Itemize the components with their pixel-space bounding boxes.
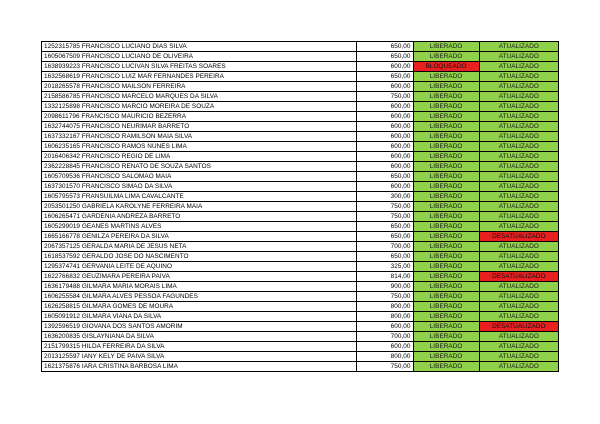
name-cell[interactable]: 1618537592 GERALDO JOSE DO NASCIMENTO xyxy=(42,252,357,262)
update-status-cell[interactable]: ATUALIZADO xyxy=(479,342,558,352)
release-status-cell[interactable]: LIBERADO xyxy=(413,292,479,302)
release-status-cell[interactable]: LIBERADO xyxy=(413,192,479,202)
update-status-cell[interactable]: ATUALIZADO xyxy=(479,202,558,212)
release-status-cell[interactable]: LIBERADO xyxy=(413,362,479,372)
table-row xyxy=(42,322,559,332)
name-cell[interactable]: 1636179488 GILMARA MARIA MORAIS LIMA xyxy=(42,282,357,292)
table-row xyxy=(42,312,559,322)
value-cell[interactable]: 600,00 xyxy=(357,162,414,172)
release-status-cell[interactable]: LIBERADO xyxy=(413,272,479,282)
spreadsheet xyxy=(41,41,559,372)
release-status-cell[interactable]: LIBERADO xyxy=(413,342,479,352)
table-row xyxy=(42,52,559,62)
release-status-cell[interactable]: LIBERADO xyxy=(413,152,479,162)
value-cell[interactable]: 650,00 xyxy=(357,72,414,82)
value-cell[interactable]: 650,00 xyxy=(357,172,414,182)
update-status-cell[interactable]: ATUALIZADO xyxy=(479,132,558,142)
table-row xyxy=(42,342,559,352)
update-status-cell[interactable]: ATUALIZADO xyxy=(479,262,558,272)
name-cell[interactable]: 1332125898 FRANCISCO MARCIO MOREIRA DE SOUZA xyxy=(42,102,357,112)
name-cell[interactable]: 1606255584 GILMARA ALVES PESSOA FAGUNDES xyxy=(42,292,357,302)
table-row xyxy=(42,152,559,162)
name-cell[interactable]: 2158586785 FRANCISCO MARCELO MARQUES DA SILVA xyxy=(42,92,357,102)
table-row xyxy=(42,362,559,372)
release-status-cell[interactable]: LIBERADO xyxy=(413,42,479,52)
value-cell[interactable]: 750,00 xyxy=(357,362,414,372)
update-status-cell[interactable]: ATUALIZADO xyxy=(479,142,558,152)
update-status-cell[interactable]: ATUALIZADO xyxy=(479,172,558,182)
value-cell[interactable]: 325,00 xyxy=(357,262,414,272)
name-cell[interactable]: 2151799315 HILDA FERREIRA DA SILVA xyxy=(42,342,357,352)
value-cell[interactable]: 600,00 xyxy=(357,122,414,132)
update-status-cell[interactable]: ATUALIZADO xyxy=(479,352,558,362)
update-status-cell[interactable]: ATUALIZADO xyxy=(479,92,558,102)
update-status-cell[interactable]: ATUALIZADO xyxy=(479,242,558,252)
value-cell[interactable]: 600,00 xyxy=(357,112,414,122)
table-row xyxy=(42,92,559,102)
update-status-cell[interactable]: ATUALIZADO xyxy=(479,182,558,192)
beneficiary-table xyxy=(41,41,559,372)
name-cell[interactable]: 2362228845 FRANCISCO RENATO DE SOUZA SANTOS xyxy=(42,162,357,172)
name-cell[interactable]: 1392596519 GIOVANA DOS SANTOS AMORIM xyxy=(42,322,357,332)
update-status-cell[interactable]: ATUALIZADO xyxy=(479,82,558,92)
release-status-cell[interactable]: LIBERADO xyxy=(413,82,479,92)
update-status-cell[interactable]: ATUALIZADO xyxy=(479,282,558,292)
name-cell[interactable]: 1295374741 GERVANIA LEITE DE AQUINO xyxy=(42,262,357,272)
release-status-cell[interactable]: LIBERADO xyxy=(413,112,479,122)
release-status-cell[interactable]: BLOQUEADO xyxy=(413,62,479,72)
value-cell[interactable]: 600,00 xyxy=(357,102,414,112)
name-cell[interactable]: 2018265578 FRANCISCO MAILSON FERREIRA xyxy=(42,82,357,92)
value-cell[interactable]: 700,00 xyxy=(357,332,414,342)
value-cell[interactable]: 700,00 xyxy=(357,242,414,252)
update-status-cell[interactable]: ATUALIZADO xyxy=(479,112,558,122)
table-row xyxy=(42,202,559,212)
name-cell[interactable]: 1605091912 GILMARA VIANA DA SILVA xyxy=(42,312,357,322)
name-cell[interactable]: 1637301570 FRANCISCO SIMAO DA SILVA xyxy=(42,182,357,192)
update-status-cell[interactable]: ATUALIZADO xyxy=(479,102,558,112)
value-cell[interactable]: 800,00 xyxy=(357,352,414,362)
table-row xyxy=(42,142,559,152)
release-status-cell[interactable]: LIBERADO xyxy=(413,182,479,192)
value-cell[interactable]: 300,00 xyxy=(357,192,414,202)
name-cell[interactable]: 1252315785 FRANCISCO LUCIANO DIAS SILVA xyxy=(42,42,357,52)
update-status-cell[interactable]: ATUALIZADO xyxy=(479,362,558,372)
release-status-cell[interactable]: LIBERADO xyxy=(413,222,479,232)
value-cell[interactable]: 600,00 xyxy=(357,322,414,332)
update-status-cell[interactable]: ATUALIZADO xyxy=(479,42,558,52)
table-body xyxy=(42,42,559,372)
update-status-cell[interactable]: ATUALIZADO xyxy=(479,62,558,72)
name-cell[interactable]: 1606235165 FRANCISCO RAMOS NUNES LIMA xyxy=(42,142,357,152)
release-status-cell[interactable]: LIBERADO xyxy=(413,142,479,152)
name-cell[interactable]: 1626258815 GILMARA GOMES DE MOURA xyxy=(42,302,357,312)
name-cell[interactable]: 1632568619 FRANCISCO LUIZ MAR FERNANDES PEREIRA xyxy=(42,72,357,82)
release-status-cell[interactable]: LIBERADO xyxy=(413,232,479,242)
table-row xyxy=(42,242,559,252)
release-status-cell[interactable]: LIBERADO xyxy=(413,282,479,292)
name-cell[interactable]: 2067357125 GERALDA MARIA DE JESUS NETA xyxy=(42,242,357,252)
table-row xyxy=(42,112,559,122)
update-status-cell[interactable]: ATUALIZADO xyxy=(479,52,558,62)
update-status-cell[interactable]: ATUALIZADO xyxy=(479,332,558,342)
table-row xyxy=(42,232,559,242)
name-cell[interactable]: 1621375876 IARA CRISTINA BARBOSA LIMA xyxy=(42,362,357,372)
table-row xyxy=(42,272,559,282)
value-cell[interactable]: 650,00 xyxy=(357,232,414,242)
value-cell[interactable]: 750,00 xyxy=(357,212,414,222)
value-cell[interactable]: 600,00 xyxy=(357,342,414,352)
name-cell[interactable]: 2016406342 FRANCISCO REGIO DE LIMA xyxy=(42,152,357,162)
value-cell[interactable]: 750,00 xyxy=(357,202,414,212)
table-row xyxy=(42,302,559,312)
name-cell[interactable]: 1622766832 GEUZIMARA PEREIRA PAIVA xyxy=(42,272,357,282)
value-cell[interactable]: 600,00 xyxy=(357,132,414,142)
table-row xyxy=(42,222,559,232)
name-cell[interactable]: 1605067509 FRANCISCO LUCIANO DE OLIVEIRA xyxy=(42,52,357,62)
release-status-cell[interactable]: LIBERADO xyxy=(413,332,479,342)
value-cell[interactable]: 814,00 xyxy=(357,272,414,282)
table-row xyxy=(42,162,559,172)
value-cell[interactable]: 900,00 xyxy=(357,282,414,292)
value-cell[interactable]: 600,00 xyxy=(357,152,414,162)
release-status-cell[interactable]: LIBERADO xyxy=(413,52,479,62)
update-status-cell[interactable]: ATUALIZADO xyxy=(479,222,558,232)
update-status-cell[interactable]: ATUALIZADO xyxy=(479,212,558,222)
table-row xyxy=(42,72,559,82)
release-status-cell[interactable]: LIBERADO xyxy=(413,172,479,182)
release-status-cell[interactable]: LIBERADO xyxy=(413,162,479,172)
table-row xyxy=(42,42,559,52)
release-status-cell[interactable]: LIBERADO xyxy=(413,202,479,212)
name-cell[interactable]: 2098611796 FRANCISCO MAURICIO BEZERRA xyxy=(42,112,357,122)
table-row xyxy=(42,252,559,262)
value-cell[interactable]: 600,00 xyxy=(357,62,414,72)
release-status-cell[interactable]: LIBERADO xyxy=(413,252,479,262)
release-status-cell[interactable]: LIBERADO xyxy=(413,102,479,112)
update-status-cell[interactable]: DESATUALIZADO xyxy=(479,322,558,332)
update-status-cell[interactable]: DESATUALIZADO xyxy=(479,272,558,282)
name-cell[interactable]: 1605795573 FRANSUILMA LIMA CAVALCANTE xyxy=(42,192,357,202)
name-cell[interactable]: 1606265471 GARDENIA ANDREZA BARRETO xyxy=(42,212,357,222)
name-cell[interactable]: 2053501250 GABRIELA KAROLYNE FERREIRA MAIA xyxy=(42,202,357,212)
table-row xyxy=(42,102,559,112)
update-status-cell[interactable]: ATUALIZADO xyxy=(479,162,558,172)
table-row xyxy=(42,172,559,182)
update-status-cell[interactable]: ATUALIZADO xyxy=(479,122,558,132)
value-cell[interactable]: 750,00 xyxy=(357,92,414,102)
value-cell[interactable]: 800,00 xyxy=(357,312,414,322)
table-row xyxy=(42,212,559,222)
table-row xyxy=(42,282,559,292)
update-status-cell[interactable]: ATUALIZADO xyxy=(479,252,558,262)
update-status-cell[interactable]: ATUALIZADO xyxy=(479,152,558,162)
value-cell[interactable]: 650,00 xyxy=(357,52,414,62)
release-status-cell[interactable]: LIBERADO xyxy=(413,212,479,222)
name-cell[interactable]: 2013125597 IANY KELY DE PAIVA SILVA xyxy=(42,352,357,362)
table-row xyxy=(42,352,559,362)
name-cell[interactable]: 1636200835 GISLAYNIANA DA SILVA xyxy=(42,332,357,342)
update-status-cell[interactable]: ATUALIZADO xyxy=(479,192,558,202)
name-cell[interactable]: 1605299019 GEANES MARTINS ALVES xyxy=(42,222,357,232)
value-cell[interactable]: 750,00 xyxy=(357,292,414,302)
name-cell[interactable]: 1665166778 GENILZA PEREIRA DA SILVA xyxy=(42,232,357,242)
table-row xyxy=(42,82,559,92)
table-row xyxy=(42,132,559,142)
release-status-cell[interactable]: LIBERADO xyxy=(413,262,479,272)
table-row xyxy=(42,332,559,342)
release-status-cell[interactable]: LIBERADO xyxy=(413,302,479,312)
table-row xyxy=(42,262,559,272)
release-status-cell[interactable]: LIBERADO xyxy=(413,312,479,322)
value-cell[interactable]: 650,00 xyxy=(357,252,414,262)
value-cell[interactable]: 800,00 xyxy=(357,302,414,312)
release-status-cell[interactable]: LIBERADO xyxy=(413,242,479,252)
release-status-cell[interactable]: LIBERADO xyxy=(413,72,479,82)
value-cell[interactable]: 650,00 xyxy=(357,222,414,232)
table-row xyxy=(42,62,559,72)
value-cell[interactable]: 600,00 xyxy=(357,182,414,192)
table-row xyxy=(42,182,559,192)
update-status-cell[interactable]: ATUALIZADO xyxy=(479,292,558,302)
name-cell[interactable]: 1605709536 FRANCISCO SALOMAO MAIA xyxy=(42,172,357,182)
value-cell[interactable]: 600,00 xyxy=(357,82,414,92)
release-status-cell[interactable]: LIBERADO xyxy=(413,352,479,362)
update-status-cell[interactable]: ATUALIZADO xyxy=(479,312,558,322)
release-status-cell[interactable]: LIBERADO xyxy=(413,132,479,142)
update-status-cell[interactable]: ATUALIZADO xyxy=(479,72,558,82)
release-status-cell[interactable]: LIBERADO xyxy=(413,92,479,102)
value-cell[interactable]: 650,00 xyxy=(357,42,414,52)
table-row xyxy=(42,122,559,132)
name-cell[interactable]: 1632744075 FRANCISCO NEURIMAR BARRETO xyxy=(42,122,357,132)
update-status-cell[interactable]: DESATUALIZADO xyxy=(479,232,558,242)
update-status-cell[interactable]: ATUALIZADO xyxy=(479,302,558,312)
table-row xyxy=(42,192,559,202)
release-status-cell[interactable]: LIBERADO xyxy=(413,322,479,332)
name-cell[interactable]: 1637332167 FRANCISCO RAMILSON MAIA SILVA xyxy=(42,132,357,142)
value-cell[interactable]: 600,00 xyxy=(357,142,414,152)
table-row xyxy=(42,292,559,302)
name-cell[interactable]: 1638939223 FRANCISCO LUCIVAN SILVA FREITAS SOARES xyxy=(42,62,357,72)
release-status-cell[interactable]: LIBERADO xyxy=(413,122,479,132)
